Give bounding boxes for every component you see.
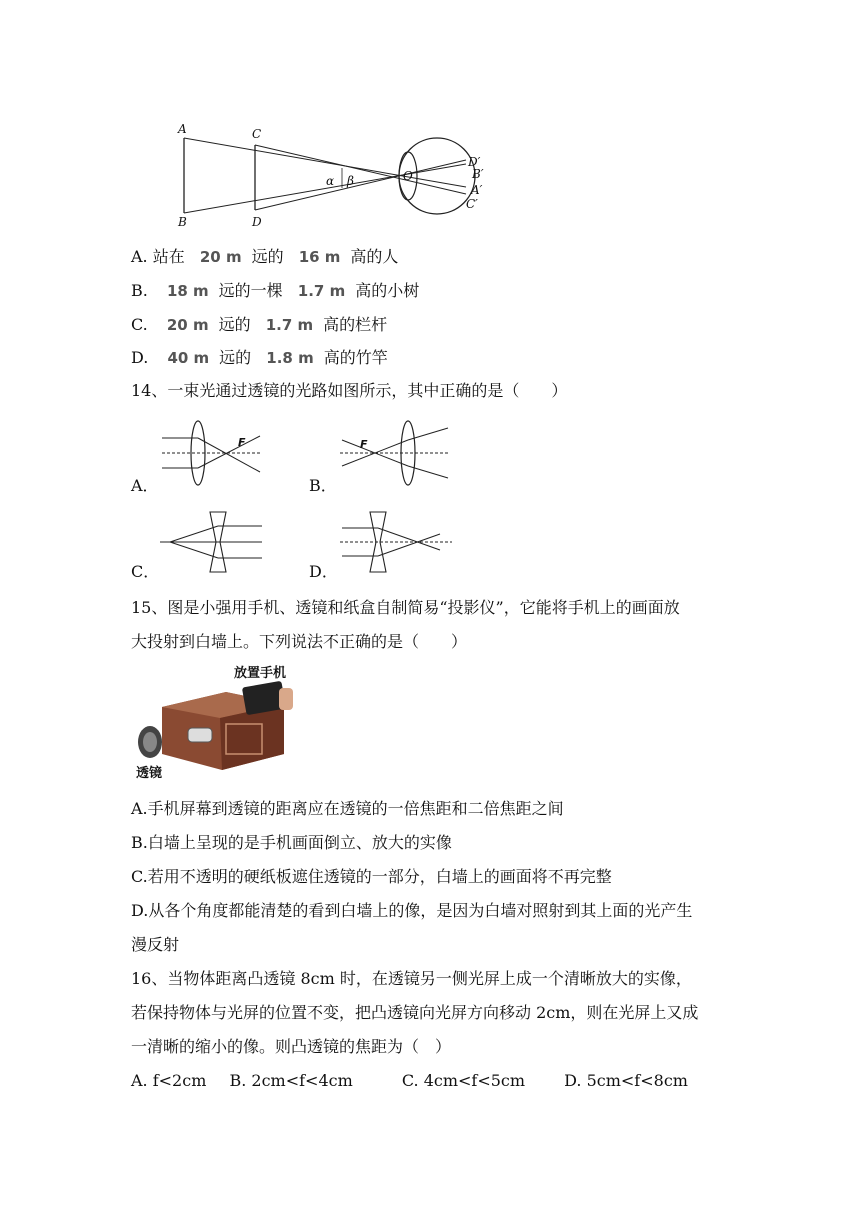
q16-option-b: B. 2cm<f<4cm	[229, 1071, 353, 1090]
q13-option-c: C. 20 m 远的 1.7 m 高的栏杆	[131, 315, 388, 334]
label-C: C	[252, 127, 262, 141]
q16-stem-2: 若保持物体与光屏的位置不变，把凸透镜向光屏方向移动 2cm，则在光屏上又成	[131, 1003, 699, 1022]
q16-option-c: C. 4cm<f<5cm	[401, 1071, 526, 1090]
q15-stem-1: 15、图是小强用手机、透镜和纸盒自制简易“投影仪”，它能将手机上的画面放	[131, 598, 680, 617]
q14-label-a: A．	[131, 476, 159, 495]
q16-option-a: A. f<2cm	[131, 1071, 207, 1090]
lens-diagram-c	[160, 510, 265, 575]
q14-label-c: C．	[131, 562, 160, 581]
lens-diagram-b	[340, 418, 450, 488]
label-A: A	[178, 122, 187, 136]
q15-option-c: C.若用不透明的硬纸板遮住透镜的一部分，白墙上的画面将不再完整	[131, 867, 612, 886]
label-alpha: α	[326, 174, 335, 188]
eye-diagram	[170, 118, 490, 230]
label-beta: β	[347, 174, 354, 188]
q15-option-a: A.手机屏幕到透镜的距离应在透镜的一倍焦距和二倍焦距之间	[131, 799, 564, 818]
q14-label-b: B．	[309, 476, 337, 495]
label-O: O	[403, 169, 413, 183]
photo-label-phone: 放置手机	[234, 666, 287, 681]
label-B-prime: B′	[472, 167, 484, 181]
photo-label-lens: 透镜	[136, 766, 163, 781]
q13-option-d: D. 40 m 远的 1.8 m 高的竹竿	[131, 348, 388, 367]
q15-option-d-cont: 漫反射	[131, 935, 180, 954]
label-D: D	[252, 215, 262, 229]
focus-label-a: F	[238, 436, 246, 449]
q14-label-d: D．	[309, 562, 338, 581]
label-A-prime: A′	[471, 183, 483, 197]
projector-photo	[134, 662, 304, 782]
q13-option-a: A. 站在 20 m 远的 16 m 高的人	[131, 247, 399, 266]
q15-stem-2: 大投射到白墙上。下列说法不正确的是（ ）	[131, 632, 468, 651]
q13-option-b: B. 18 m 远的一棵 1.7 m 高的小树	[131, 281, 420, 300]
label-D-prime: D′	[468, 155, 481, 169]
lens-diagram-a	[160, 418, 265, 488]
q16-stem-1: 16、当物体距离凸透镜 8cm 时，在透镜另一侧光屏上成一个清晰放大的实像，	[131, 969, 692, 988]
label-B: B	[178, 215, 187, 229]
focus-label-b: F	[360, 438, 368, 451]
q15-option-d: D.从各个角度都能清楚的看到白墙上的像，是因为白墙对照射到其上面的光产生	[131, 901, 693, 920]
q16-stem-3: 一清晰的缩小的像。则凸透镜的焦距为（ ）	[131, 1037, 452, 1056]
q15-option-b: B.白墙上呈现的是手机画面倒立、放大的实像	[131, 833, 452, 852]
q14-stem: 14、一束光通过透镜的光路如图所示，其中正确的是（ ）	[131, 381, 568, 400]
q16-options	[131, 1071, 688, 1091]
q16-option-d: D. 5cm<f<8cm	[564, 1071, 688, 1090]
lens-diagram-d	[340, 510, 455, 575]
label-C-prime: C′	[466, 197, 478, 211]
